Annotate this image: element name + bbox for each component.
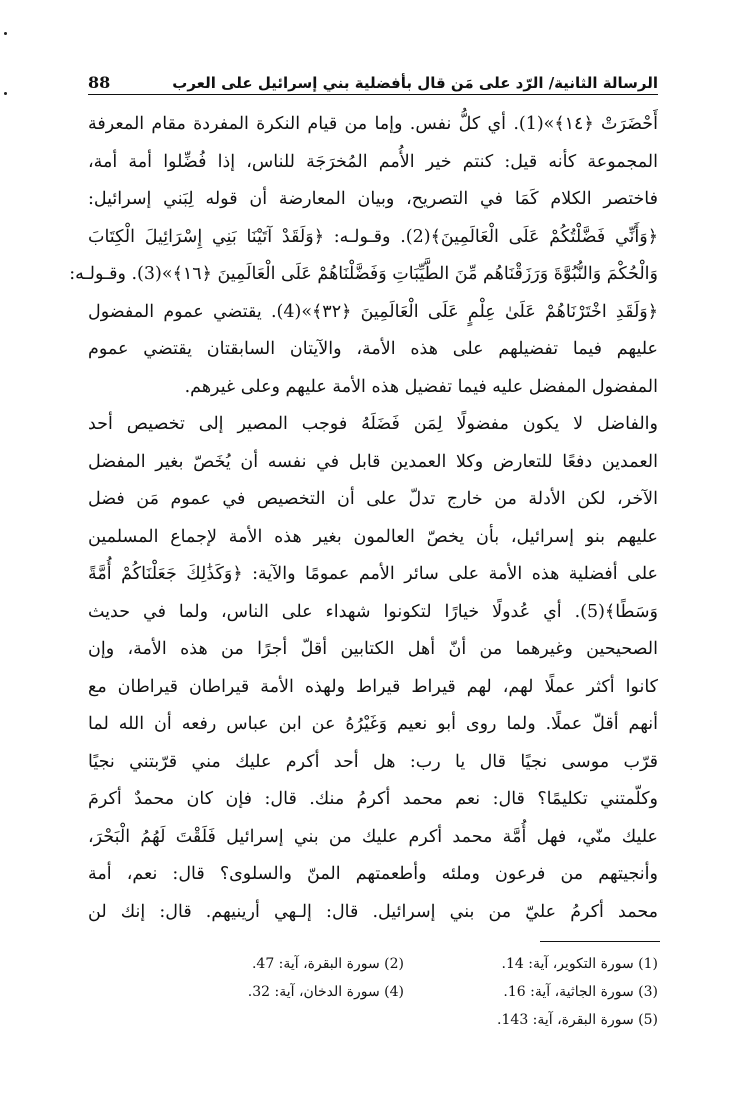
text-line: كانوا أكثر عملًا لهم، لهم قيراط قيراط ولهذه الأمة قيراطان قيراطان مع xyxy=(88,676,658,697)
footnote: (5) سورة البقرة، آية: 143. xyxy=(497,1012,658,1028)
margin-dot-top xyxy=(4,32,7,35)
text-line: وأنجيتهم من فرعون وملئه وأطعمتهم المنّ والسلوى؟ قال: نعم، أمة xyxy=(88,864,658,884)
text-line: محمد أكرمُ عليّ من بني إسرائيل. قال: إلـهي أرينيهم. قال: إنك لن xyxy=(88,901,658,922)
text-line: وَالْحُكْمَ وَالنُّبُوَّةَ وَرَزَقْنَاهُم مِّنَ الطَّيِّبَاتِ وَفَضَّلْنَاهُمْ عَلَى الْعَالَمِينَ ﴿١٦﴾»(3). وقـولـه: xyxy=(69,264,658,284)
margin-dot-middle xyxy=(4,92,7,95)
running-title: الرسالة الثانية/ الرّد على مَن قال بأفضلية بني إسرائيل على العرب xyxy=(172,74,658,92)
text-line: الآخر، لكن الأدلة من خارج تدلّ على أن التخصيص في عموم مَن فضل xyxy=(88,489,658,509)
footnote: (3) سورة الجاثية، آية: 16. xyxy=(503,984,658,1000)
footnote: (1) سورة التكوير، آية: 14. xyxy=(501,956,658,972)
text-line: وكلّمتني تكليمًا؟ قال: نعم محمد أكرمُ منك. قال: فإن كان محمدٌ أكرمَ xyxy=(88,789,658,809)
text-line: وَسَطًا﴾(5). أي عُدولًا خيارًا لتكونوا شهداء على الناس، ولما في حديث xyxy=(88,601,658,622)
footnote: (4) سورة الدخان، آية: 32. xyxy=(247,984,404,1000)
footnote: (2) سورة البقرة، آية: 47. xyxy=(251,956,404,972)
header-rule xyxy=(88,94,658,95)
text-line: المجموعة كأنه قيل: كنتم خير الأُمم المُخرَجَة للناس، إذا فُضِّلوا أمة أمة، xyxy=(88,151,658,172)
text-line: العمدين دفعًا للتعارض وكلا العمدين قابل في نفسه أن يُخَصّ بغير المفضل xyxy=(88,451,658,472)
text-line: عليهم فيما تفضيلهم على هذه الأمة، والآيتان السابقتان يقتضي عموم xyxy=(88,339,658,359)
text-line: ﴿وَلَقَدِ اخْتَرْنَاهُمْ عَلَىٰ عِلْمٍ عَلَى الْعَالَمِينَ ﴿٣٢﴾»(4). يقتضي عموم المفضول xyxy=(88,301,659,322)
footnote-row xyxy=(150,978,658,1006)
text-line: أنهم أقلّ عملًا. ولما روى أبو نعيم وَغَيْرُهُ عن ابن عباس رفعه أن الله لما xyxy=(88,714,658,734)
footnote-row xyxy=(150,950,658,978)
page-header xyxy=(88,66,658,92)
text-line: ﴿وَأَنِّي فَضَّلْتُكُمْ عَلَى الْعَالَمِينَ﴾(2). وقـولـه: ﴿وَلَقَدْ آتَيْنَا بَنِي إِسْرَائِيلَ الْكِتَابَ xyxy=(88,226,658,247)
text-line: فاختصر الكلام كَمَا في التصريح، وبيان المعارضة أن قوله لِبَني إسرائيل: xyxy=(88,189,658,209)
footnotes xyxy=(150,950,658,1034)
text-line: الصحيحين وغيرهما من أنّ أهل الكتابين أقلّ أجرًا من هذه الأمة، وإن xyxy=(88,639,658,659)
body-text xyxy=(69,106,659,931)
text-line: والفاضل لا يكون مفضولًا لِمَن فَضَلَهُ فوجب المصير إلى تخصيص أحد xyxy=(88,414,658,434)
footnote xyxy=(150,1006,404,1034)
text-line: قرّب موسى نجيًا قال يا رب: هل أحد أكرم عليك مني قرّبتني نجيًا xyxy=(88,751,658,772)
text-line: عليهم بنو إسرائيل، بأن يخصّ العالمون بغير هذه الأمة لإجماع المسلمين xyxy=(88,526,658,547)
footnote-row xyxy=(150,1006,658,1034)
text-line: عليك منّي، فهل أُمَّة محمد أكرم عليك من بني إسرائيل فَلَقْتَ لَهُمُ الْبَحْرَ، xyxy=(88,826,658,847)
text-line: المفضول المفضل عليه فيما تفضيل هذه الأمة عليهم وعلى غيرهم. xyxy=(184,376,658,397)
page-number: 88 xyxy=(88,73,111,92)
footnote-rule xyxy=(540,941,660,942)
text-line: على أفضلية هذه الأمة على سائر الأمم عمومًا والآية: ﴿وَكَذَٰلِكَ جَعَلْنَاكُمْ أُمَّةً xyxy=(88,564,658,584)
text-line: أَحْضَرَتْ ﴿١٤﴾»(1). أي كلُّ نفس. وإما من قيام النكرة المفردة مقام المعرفة xyxy=(88,114,658,134)
